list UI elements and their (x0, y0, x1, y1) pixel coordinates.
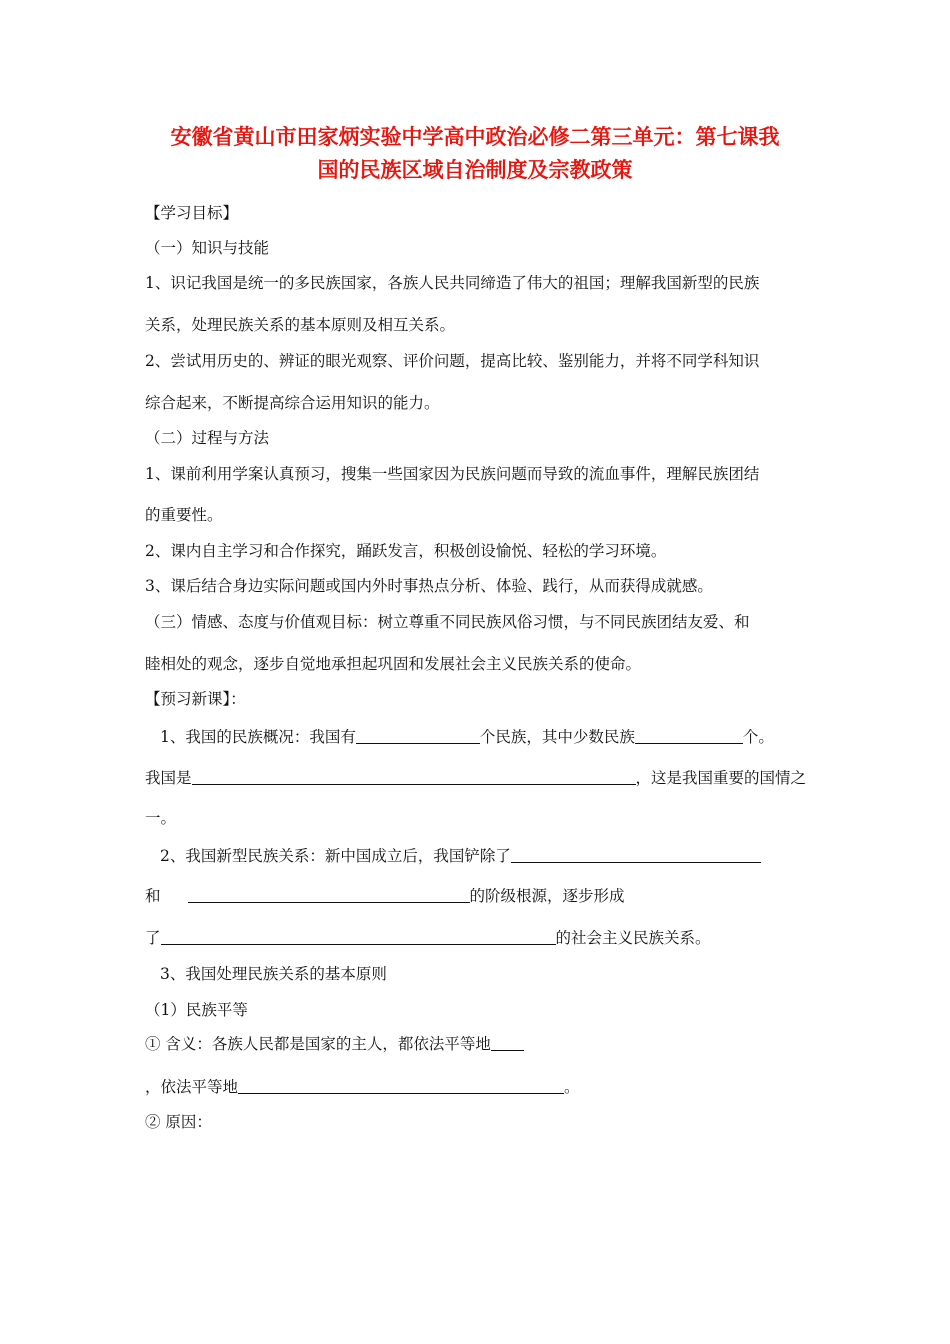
s2-item-1-b: 的重要性。 (145, 506, 223, 524)
q3-1a-prefix: ① 含义：各族人民都是国家的主人，都依法平等地 (145, 1035, 491, 1053)
question-3-1a (145, 1034, 524, 1054)
q1b-end: ，这是我国重要的国情之 (635, 769, 807, 787)
q2b-prefix: 和 (145, 887, 161, 905)
s1-item-1-a: 1、识记我国是统一的多民族国家，各族人民共同缔造了伟大的祖国；理解我国新型的民族 (145, 274, 760, 292)
q1-blank-minorities[interactable] (635, 727, 743, 744)
s2-item-1-a: 1、课前利用学案认真预习，搜集一些国家因为民族问题而导致的流血事件，理解民族团结 (145, 465, 760, 483)
s1-item-2-a: 2、尝试用历史的、辨证的眼光观察、评价问题，提高比较、鉴别能力，并将不同学科知识 (145, 352, 760, 370)
q2b-end: 的阶级根源，逐步形成 (469, 887, 625, 905)
question-1b (145, 768, 806, 788)
question-3: 3、我国处理民族关系的基本原则 (160, 965, 387, 983)
question-3-1b (145, 1077, 580, 1097)
q2c-prefix: 了 (145, 929, 161, 947)
section-1-title: （一）知识与技能 (145, 239, 270, 257)
q1-end: 个。 (742, 728, 774, 746)
document-title (120, 121, 830, 187)
q3-1a-blank[interactable] (491, 1034, 524, 1051)
s1-item-2-b: 综合起来，不断提高综合运用知识的能力。 (145, 394, 440, 412)
q2-prefix: 2、我国新型民族关系：新中国成立后，我国铲除了 (160, 847, 511, 865)
question-3-1c: ② 原因： (145, 1113, 212, 1131)
title-line-1: 安徽省黄山市田家炳实验中学高中政治必修二第三单元：第七课我 (170, 125, 780, 149)
q3-1b-prefix: ，依法平等地 (145, 1078, 239, 1096)
question-2b (145, 886, 625, 906)
goals-header: 【学习目标】 (145, 204, 239, 222)
question-3-1: （1）民族平等 (145, 1001, 248, 1019)
question-2c (145, 928, 711, 948)
s2-item-2: 2、课内自主学习和合作探究，踊跃发言，积极创设愉悦、轻松的学习环境。 (145, 542, 667, 560)
q3-1b-blank[interactable] (238, 1077, 564, 1094)
q3-1b-end: 。 (564, 1078, 580, 1096)
q2c-end: 的社会主义民族关系。 (555, 929, 711, 947)
q1b-blank[interactable] (192, 768, 636, 785)
preview-header: 【预习新课】： (145, 690, 246, 708)
q1-blank-nations[interactable] (356, 727, 480, 744)
q2b-blank[interactable] (188, 886, 470, 903)
s1-item-1-b: 关系，处理民族关系的基本原则及相互关系。 (145, 316, 456, 334)
section-3-a: （三）情感、态度与价值观目标：树立尊重不同民族风俗习惯，与不同民族团结友爱、和 (145, 613, 750, 631)
q1b-prefix: 我国是 (145, 769, 192, 787)
s2-item-3: 3、课后结合身边实际问题或国内外时事热点分析、体验、践行，从而获得成就感。 (145, 577, 713, 595)
q1-middle: 个民族，其中少数民族 (479, 728, 635, 746)
title-line-2: 国的民族区域自治制度及宗教政策 (317, 158, 633, 182)
q2-blank-1[interactable] (511, 846, 761, 863)
q2c-blank[interactable] (161, 928, 556, 945)
q1-prefix: 1、我国的民族概况：我国有 (160, 728, 356, 746)
section-3-b: 睦相处的观念，逐步自觉地承担起巩固和发展社会主义民族关系的使命。 (145, 655, 642, 673)
section-2-title: （二）过程与方法 (145, 429, 270, 447)
question-2 (160, 846, 761, 866)
question-1 (160, 727, 774, 747)
question-1c: 一。 (145, 809, 177, 827)
